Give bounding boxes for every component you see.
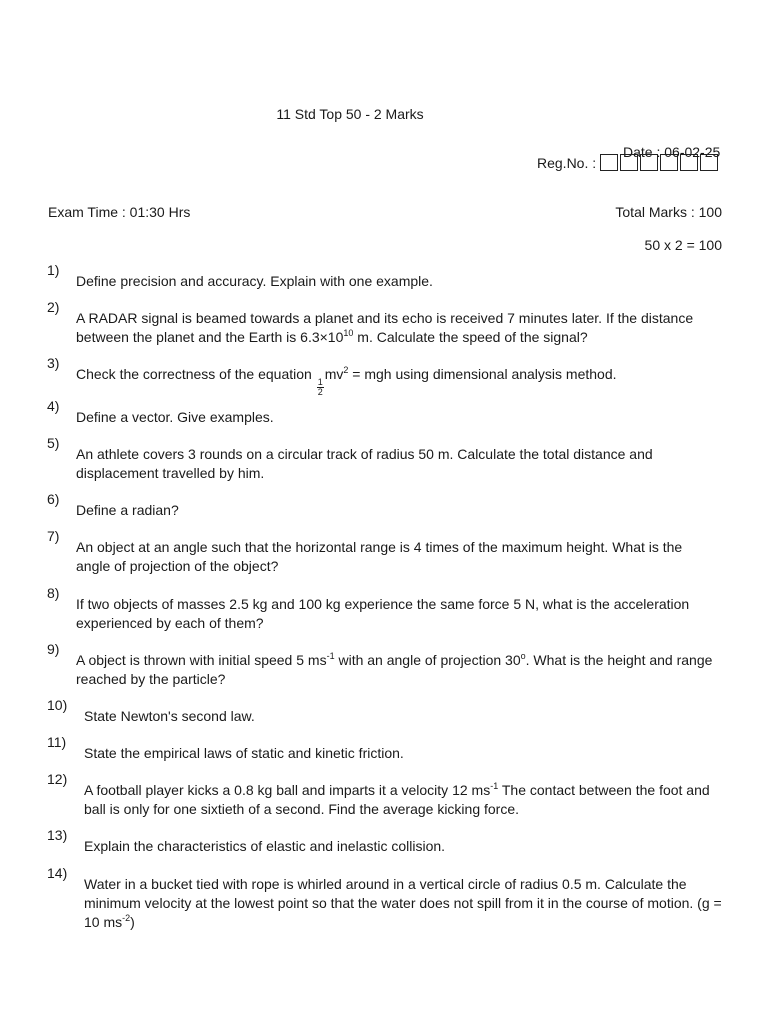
question-text: An athlete covers 3 rounds on a circular track of radius 50 m. Calculate the total distance and displacement travelled by him. xyxy=(76,446,653,481)
question-number: 14) xyxy=(47,865,68,881)
question-text: A RADAR signal is beamed towards a planet and its echo is received 7 minutes later. If the distance between the planet and the Earth is $6.3\times 10^{10}$ m. Calculate the speed of the signal? xyxy=(76,310,694,345)
question-number: 12) xyxy=(47,771,68,787)
fraction-half: $\frac{1}{2}$ xyxy=(317,377,323,397)
question-text: A object is thrown with initial speed 5 $ms^{-1}$ with an angle of projection 30$^o$. What is the height and range reached by the particle? xyxy=(76,651,713,687)
paper-title: 11 Std Top 50 - 2 Marks xyxy=(276,106,424,122)
question-number: 11) xyxy=(47,734,67,750)
question-number: 5) xyxy=(47,435,60,451)
question-number: 4) xyxy=(47,398,60,414)
question-number: 8) xyxy=(47,585,60,601)
question-text: Check the correctness of the equation $\frac{1}{2}$ $mv^2$ = mgh using dimensional analysis method. xyxy=(76,365,617,397)
exam-date: Date : 06-02-25 xyxy=(623,144,721,160)
reg-no-label: Reg.No. : xyxy=(537,155,597,171)
question-number: 10) xyxy=(47,697,68,713)
question-text: A football player kicks a 0.8 kg ball and imparts it a velocity 12 $ms^{-1}$ The contact between the foot and ball is only for one sixtieth of a second. Find the average kicking force. xyxy=(84,781,710,817)
question-text: An object at an angle such that the horizontal range is 4 times of the maximum height. What is the angle of projection of the object? xyxy=(76,539,683,574)
marks-calculation: 50 x 2 = 100 xyxy=(644,237,722,253)
exam-time: Exam Time : 01:30 Hrs xyxy=(48,204,191,220)
question-text: Define a radian? xyxy=(76,502,179,518)
reg-no-box xyxy=(700,154,718,171)
question-number: 3) xyxy=(47,355,60,371)
reg-no-box xyxy=(640,154,658,171)
reg-no-boxes xyxy=(600,154,720,171)
question-text: State the empirical laws of static and kinetic friction. xyxy=(84,745,404,761)
total-marks: Total Marks : 100 xyxy=(615,204,722,220)
reg-no-box xyxy=(600,154,618,171)
question-text: Define a vector. Give examples. xyxy=(76,409,274,425)
question-text: Water in a bucket tied with rope is whirled around in a vertical circle of radius 0.5 m. Calculate the minimum velocity at the lowest point so that the water does not spill from it in the course of motion. (g = 10 $ms^{-2}$) xyxy=(84,876,722,930)
question-number: 9) xyxy=(47,641,60,657)
question-text: Define precision and accuracy. Explain with one example. xyxy=(76,273,433,289)
question-number: 6) xyxy=(47,491,60,507)
question-text: State Newton's second law. xyxy=(84,708,255,724)
reg-no-box xyxy=(620,154,638,171)
reg-no-box xyxy=(680,154,698,171)
question-number: 7) xyxy=(47,528,60,544)
question-number: 1) xyxy=(47,262,60,278)
question-number: 13) xyxy=(47,827,68,843)
question-text: Explain the characteristics of elastic and inelastic collision. xyxy=(84,838,446,854)
question-number: 2) xyxy=(47,299,60,315)
reg-no-box xyxy=(660,154,678,171)
question-text: If two objects of masses 2.5 kg and 100 kg experience the same force 5 N, what is the acceleration experienced by each of them? xyxy=(76,596,690,631)
